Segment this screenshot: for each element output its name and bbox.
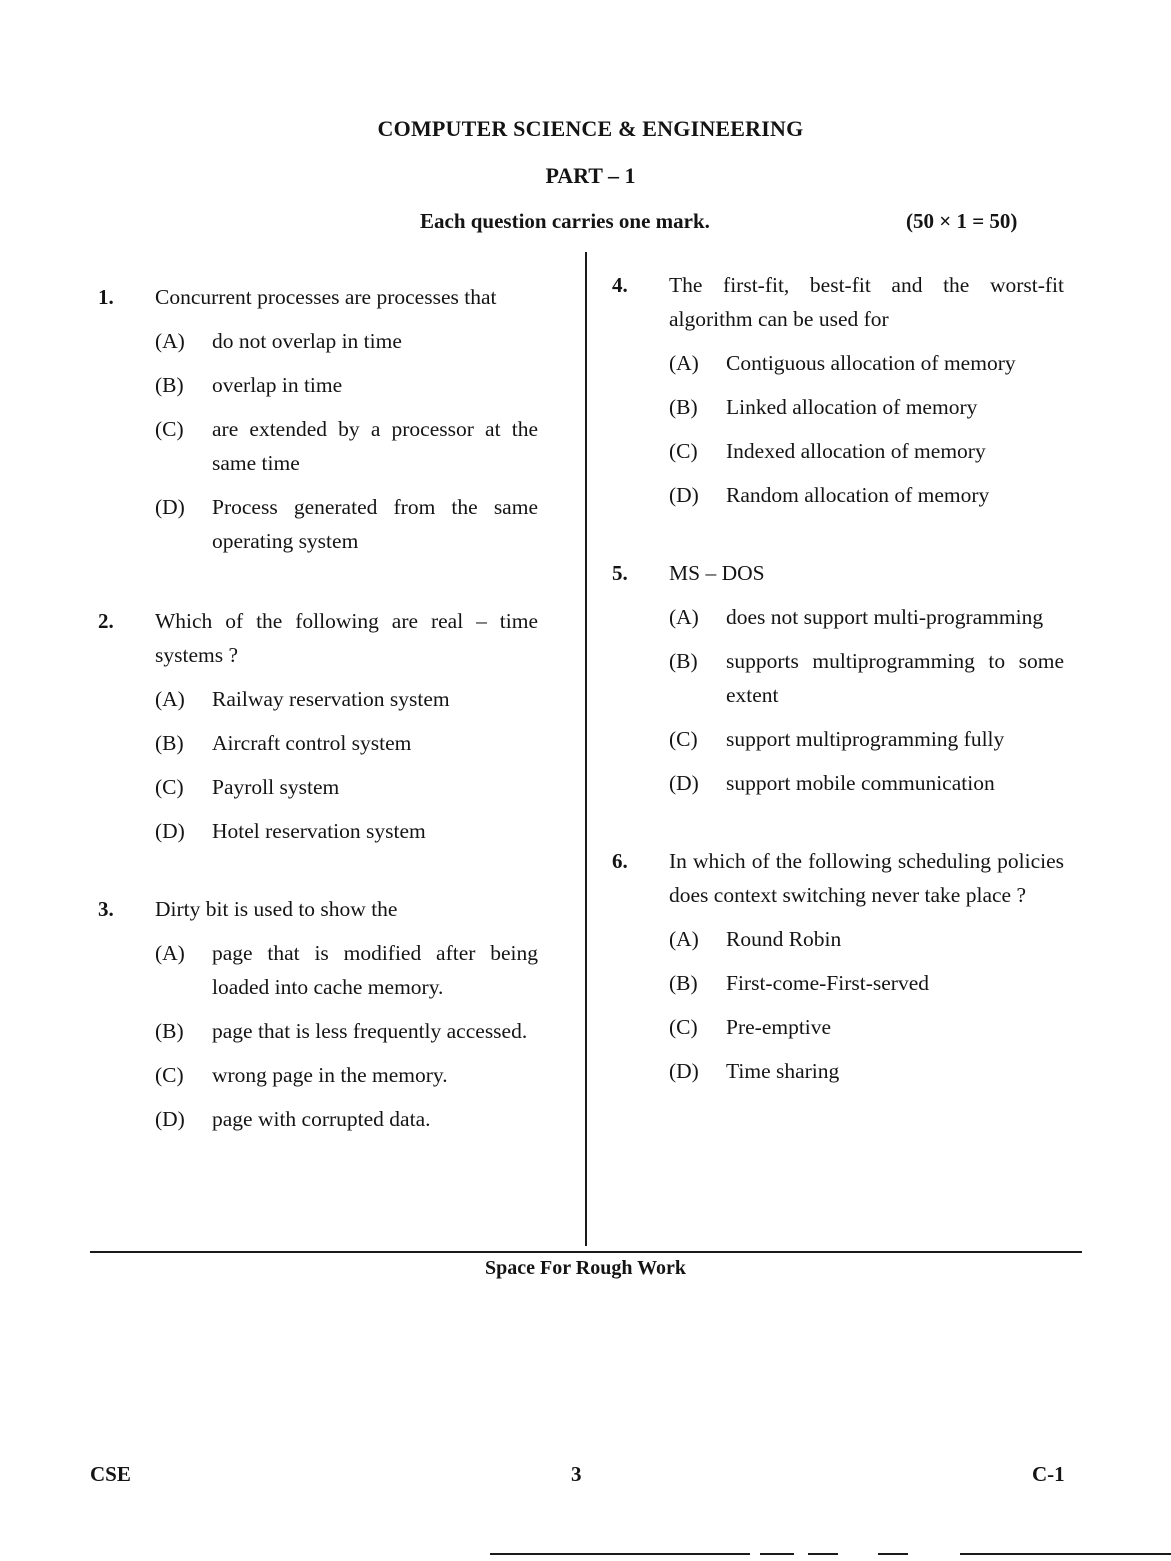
option-list (98, 324, 538, 558)
option-label: (D) (669, 483, 699, 507)
scan-edge-line (808, 1553, 838, 1555)
question-5 (612, 556, 1064, 800)
option-label: (C) (669, 727, 698, 751)
question-text: In which of the following scheduling policies does context switching never take place ? (669, 849, 1064, 907)
option-text: do not overlap in time (212, 329, 402, 353)
footer-subject-code: CSE (90, 1462, 131, 1486)
question-number: 5. (612, 561, 628, 585)
option-d (669, 478, 1064, 512)
option-label: (D) (155, 1107, 185, 1131)
option-list (612, 922, 1064, 1088)
footer-page-number: 3 (571, 1462, 582, 1486)
question-number: 1. (98, 285, 114, 309)
option-b (155, 368, 538, 402)
question-number: 6. (612, 849, 628, 873)
question-number: 2. (98, 609, 114, 633)
option-b (155, 1014, 538, 1048)
option-text: Contiguous allocation of memory (726, 351, 1016, 375)
option-label: (D) (155, 495, 185, 519)
scan-edge-line (960, 1553, 1171, 1555)
scan-edge-line (760, 1553, 794, 1555)
option-text: Round Robin (726, 927, 842, 951)
column-divider (585, 252, 587, 1246)
option-b (669, 644, 1064, 712)
option-c (155, 770, 538, 804)
question-text: Concurrent processes are processes that (155, 285, 497, 309)
option-label: (B) (155, 731, 184, 755)
option-b (155, 726, 538, 760)
option-a (669, 346, 1064, 380)
option-label: (A) (669, 927, 699, 951)
option-a (155, 936, 538, 1004)
option-d (155, 1102, 538, 1136)
question-text: Dirty bit is used to show the (155, 897, 398, 921)
page-title: COMPUTER SCIENCE & ENGINEERING (377, 116, 804, 141)
option-text: Payroll system (212, 775, 340, 799)
option-a (669, 922, 1064, 956)
question-number: 3. (98, 897, 114, 921)
option-label: (A) (669, 605, 699, 629)
option-label: (D) (669, 1059, 699, 1083)
option-b (669, 390, 1064, 424)
marks-formula: (50 × 1 = 50) (906, 209, 1018, 233)
question-text: Which of the following are real – time systems ? (155, 609, 538, 667)
option-d (669, 1054, 1064, 1088)
rough-work-divider (90, 1251, 1082, 1253)
option-text: page with corrupted data. (212, 1107, 431, 1131)
option-label: (B) (669, 649, 698, 673)
scan-edge-line (490, 1553, 750, 1555)
option-label: (A) (155, 329, 185, 353)
option-list (98, 936, 538, 1136)
question-4 (612, 268, 1064, 512)
option-label: (C) (155, 1063, 184, 1087)
option-c (155, 1058, 538, 1092)
option-label: (B) (669, 971, 698, 995)
option-d (155, 490, 538, 558)
option-label: (B) (155, 373, 184, 397)
option-text: overlap in time (212, 373, 343, 397)
option-text: Railway reservation system (212, 687, 450, 711)
option-text: Pre-emptive (726, 1015, 832, 1039)
option-list (612, 600, 1064, 800)
question-3 (98, 892, 538, 1136)
question-2 (98, 604, 538, 848)
option-label: (C) (669, 439, 698, 463)
option-text: page that is modified after being loaded into cache memory. (212, 941, 538, 999)
option-c (669, 1010, 1064, 1044)
option-d (669, 766, 1064, 800)
option-text: First-come-First-served (726, 971, 930, 995)
option-label: (A) (155, 687, 185, 711)
option-text: Aircraft control system (212, 731, 412, 755)
option-label: (B) (669, 395, 698, 419)
option-text: Time sharing (726, 1059, 840, 1083)
option-list (612, 346, 1064, 512)
option-text: does not support multi-programming (726, 605, 1044, 629)
right-column (612, 268, 1064, 1098)
option-label: (D) (155, 819, 185, 843)
option-text: Process generated from the same operating system (212, 495, 538, 553)
option-text: wrong page in the memory. (212, 1063, 448, 1087)
option-text: are extended by a processor at the same time (212, 417, 538, 475)
option-c (669, 434, 1064, 468)
option-label: (C) (669, 1015, 698, 1039)
left-column (98, 280, 538, 1146)
scan-edge-line (878, 1553, 908, 1555)
option-a (155, 324, 538, 358)
part-heading: PART – 1 (545, 163, 636, 188)
option-label: (A) (669, 351, 699, 375)
question-number: 4. (612, 273, 628, 297)
footer-booklet-code: C-1 (1032, 1462, 1065, 1486)
option-text: Linked allocation of memory (726, 395, 978, 419)
option-c (155, 412, 538, 480)
option-label: (B) (155, 1019, 184, 1043)
option-text: support mobile communication (726, 771, 995, 795)
question-text: MS – DOS (669, 561, 765, 585)
question-1 (98, 280, 538, 558)
option-text: support multiprogramming fully (726, 727, 1005, 751)
option-text: Random allocation of memory (726, 483, 990, 507)
option-label: (A) (155, 941, 185, 965)
option-d (155, 814, 538, 848)
option-a (155, 682, 538, 716)
option-list (98, 682, 538, 848)
option-c (669, 722, 1064, 756)
rough-work-label: Space For Rough Work (485, 1257, 686, 1279)
option-label: (C) (155, 775, 184, 799)
question-text: The first-fit, best-fit and the worst-fit algorithm can be used for (669, 273, 1064, 331)
option-label: (D) (669, 771, 699, 795)
option-a (669, 600, 1064, 634)
question-6 (612, 844, 1064, 1088)
option-b (669, 966, 1064, 1000)
option-text: supports multiprogramming to some extent (726, 649, 1064, 707)
option-text: Hotel reservation system (212, 819, 426, 843)
option-label: (C) (155, 417, 184, 441)
option-text: page that is less frequently accessed. (212, 1019, 528, 1043)
marks-note: Each question carries one mark. (420, 209, 710, 233)
option-text: Indexed allocation of memory (726, 439, 986, 463)
